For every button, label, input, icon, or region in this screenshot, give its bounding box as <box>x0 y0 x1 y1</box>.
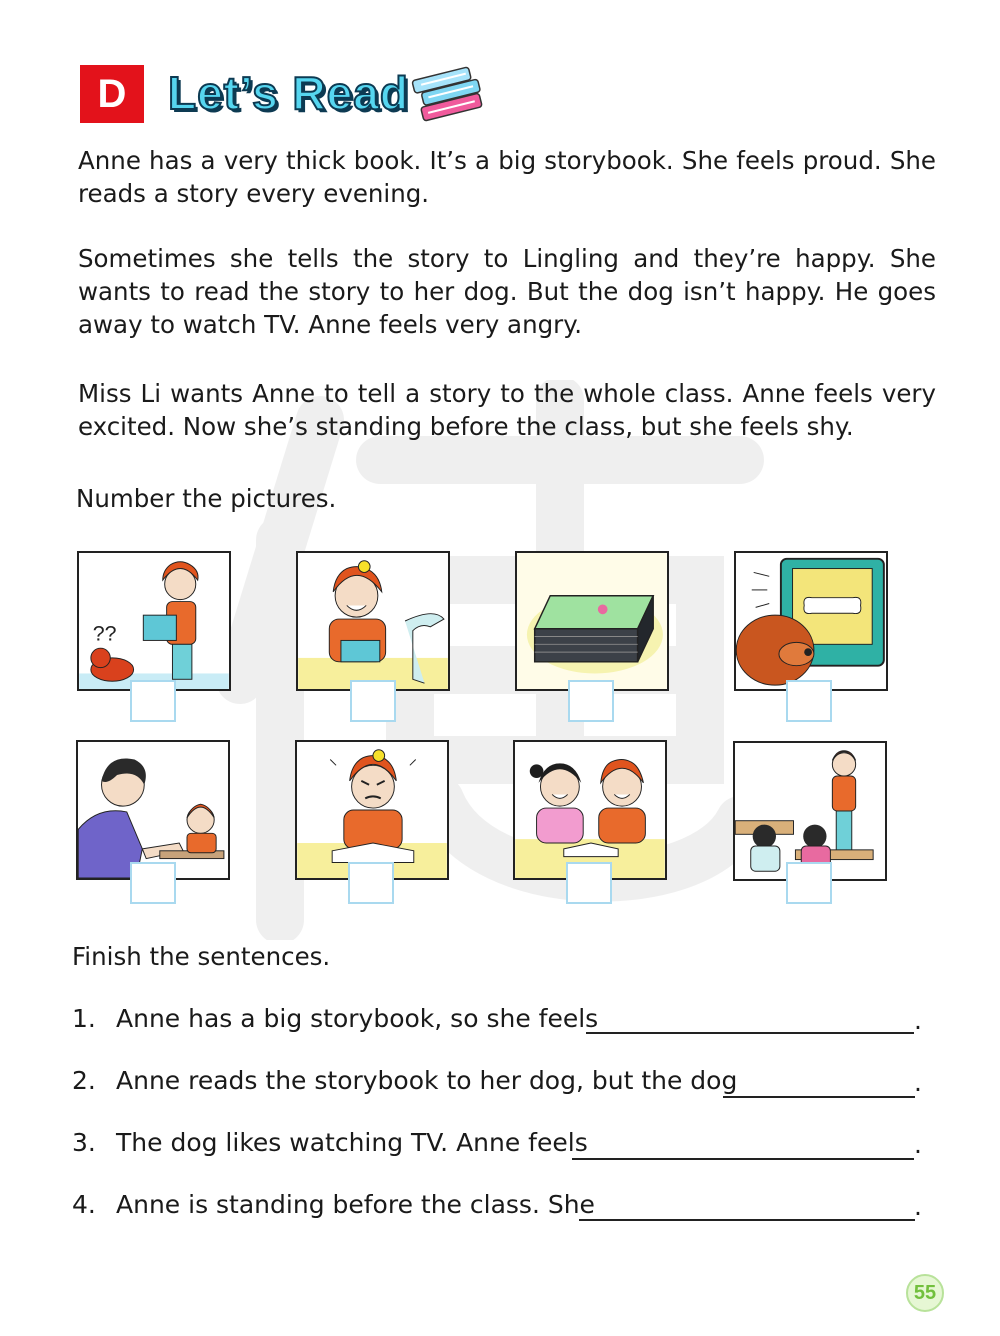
passage-paragraph-2: Sometimes she tells the story to Lingling and they’re happy. She wants to read the story to her dog. But the dog isn’t happy. He goes away to watch TV. Anne feels very angry. <box>78 244 936 339</box>
picture-girl-reading-happily <box>296 551 450 691</box>
sentence-text: The dog likes watching TV. Anne feels <box>116 1128 588 1157</box>
sentence-end-3: . <box>914 1130 922 1159</box>
picture-angry-girl <box>295 740 449 880</box>
books-icon <box>410 60 490 126</box>
number-box-7[interactable] <box>566 862 612 904</box>
section-badge: D <box>80 65 144 123</box>
sentence-number: 4. <box>72 1190 96 1219</box>
picture-girl-before-class <box>733 741 887 881</box>
sentence-text: Anne reads the storybook to her dog, but the dog <box>116 1066 738 1095</box>
answer-blank-1[interactable] <box>586 1032 914 1034</box>
task1-instruction: Number the pictures. <box>76 484 337 513</box>
sentence-2 <box>72 1066 737 1095</box>
sentence-number: 3. <box>72 1128 96 1157</box>
task2-instruction: Finish the sentences. <box>72 942 331 971</box>
passage-paragraph-1: Anne has a very thick book. It’s a big storybook. She feels proud. She reads a story every evening. <box>78 146 936 208</box>
sentence-3 <box>72 1128 588 1157</box>
picture-girl-reading-to-dog <box>77 551 231 691</box>
sentence-4 <box>72 1190 595 1219</box>
sentence-text: Anne is standing before the class. She <box>116 1190 595 1219</box>
svg-text:??: ?? <box>92 621 117 646</box>
number-box-8[interactable] <box>786 862 832 904</box>
sentence-end-1: . <box>914 1006 922 1035</box>
sentence-end-2: . <box>914 1068 922 1097</box>
sentence-end-4: . <box>914 1192 922 1221</box>
watermark-glyph <box>180 380 820 940</box>
picture-two-girls-reading <box>513 740 667 880</box>
sentence-number: 1. <box>72 1004 96 1033</box>
number-box-3[interactable] <box>568 680 614 722</box>
page-number: 55 <box>906 1274 944 1312</box>
sentence-number: 2. <box>72 1066 96 1095</box>
picture-thick-book <box>515 551 669 691</box>
number-box-6[interactable] <box>348 862 394 904</box>
picture-dog-watching-tv <box>734 551 888 691</box>
sentence-1 <box>72 1004 598 1033</box>
number-box-2[interactable] <box>350 680 396 722</box>
sentence-text: Anne has a big storybook, so she feels <box>116 1004 599 1033</box>
number-box-4[interactable] <box>786 680 832 722</box>
number-box-1[interactable] <box>130 680 176 722</box>
picture-teacher-and-girl <box>76 740 230 880</box>
number-box-5[interactable] <box>130 862 176 904</box>
answer-blank-3[interactable] <box>572 1158 914 1160</box>
answer-blank-4[interactable] <box>579 1219 915 1221</box>
section-title: Let’s Read <box>168 67 409 119</box>
answer-blank-2[interactable] <box>723 1096 915 1098</box>
passage-paragraph-3: Miss Li wants Anne to tell a story to the whole class. Anne feels very excited. Now she’s standing before the class, but she feels shy. <box>78 379 936 441</box>
